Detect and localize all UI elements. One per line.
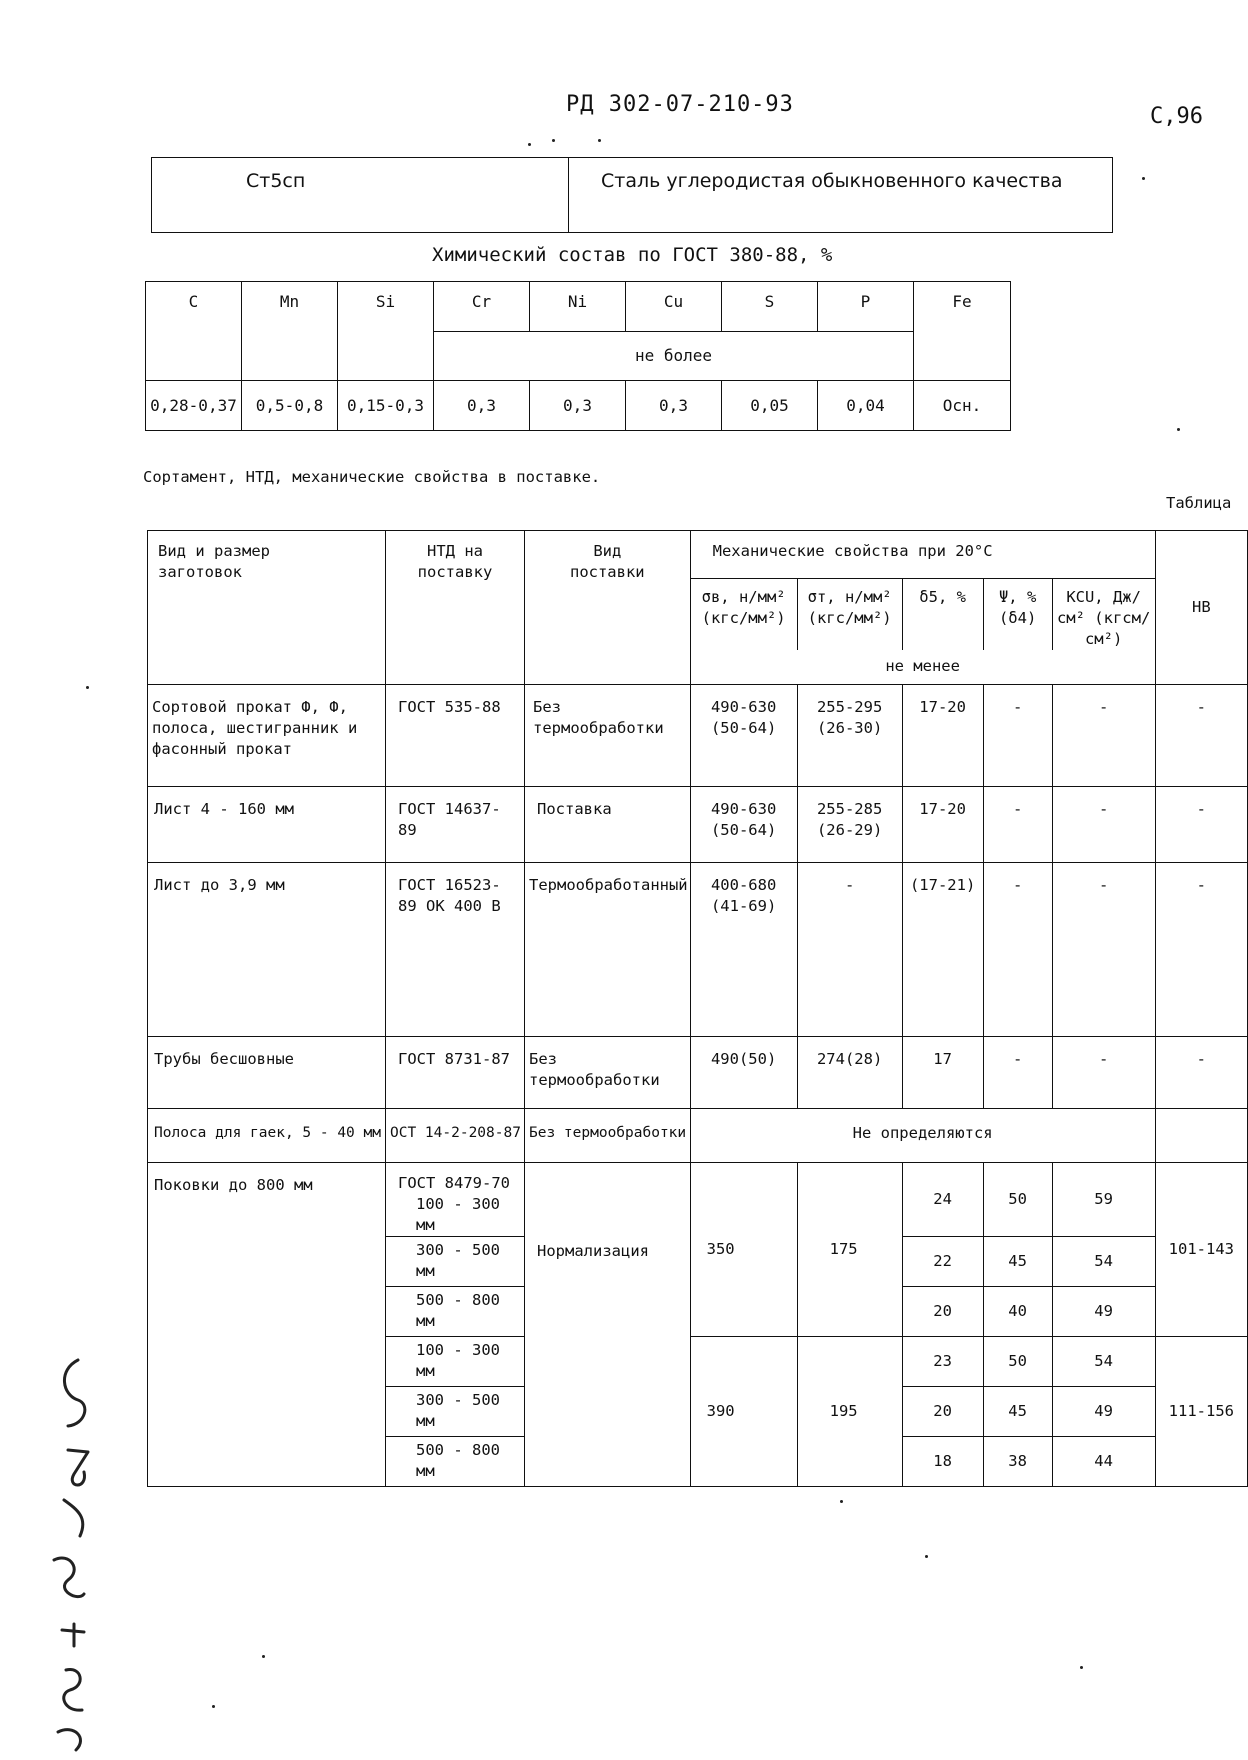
scan-speck (86, 686, 89, 689)
chem-val-si: 0,15-0,3 (338, 380, 434, 430)
row1-ntd: ГОСТ 535-88 (386, 684, 525, 786)
row1-kind: Сортовой прокат Ф, Ф, полоса, шестигранник и фасонный прокат (148, 684, 386, 786)
grade-name: Сталь углеродистая обыкновенного качества (569, 158, 1113, 233)
row2-ntd: ГОСТ 14637-89 (386, 786, 525, 862)
forgings-d5-a1: 24 (902, 1162, 983, 1236)
forgings-kind: Поковки до 800 мм (148, 1162, 386, 1486)
row1-psi: - (983, 684, 1052, 786)
chem-val-cu: 0,3 (626, 380, 722, 430)
forgings-delivery-cell (525, 1162, 691, 1486)
head-hb: НВ (1155, 531, 1247, 685)
row2-kcu: - (1052, 786, 1155, 862)
forgings-hb-1: 101-143 (1155, 1162, 1247, 1336)
row4-delivery: Без термообработки (525, 1036, 691, 1108)
page-number: С,96 (1150, 104, 1203, 129)
row2-delivery: Поставка (525, 786, 691, 862)
forgings-kcu-b3: 44 (1052, 1436, 1155, 1486)
head-kind: Вид и размер заготовок (148, 531, 386, 685)
forgings-kcu-b2: 49 (1052, 1386, 1155, 1436)
forgings-psi-b2: 45 (983, 1386, 1052, 1436)
row4-hb: - (1155, 1036, 1247, 1108)
chem-val-c: 0,28-0,37 (146, 380, 242, 430)
forgings-psi-a1: 50 (983, 1162, 1052, 1236)
head-delta5: δ5, % (902, 579, 983, 651)
row2-kind: Лист 4 - 160 мм (148, 786, 386, 862)
row4-ntd: ГОСТ 8731-87 (386, 1036, 525, 1108)
row4-kcu: - (1052, 1036, 1155, 1108)
row2-st: 255-285 (26-29) (797, 786, 902, 862)
forgings-kcu-a1: 59 (1052, 1162, 1155, 1236)
document-code: РД 302-07-210-93 (566, 92, 794, 117)
scan-speck (528, 143, 531, 146)
row2-psi: - (983, 786, 1052, 862)
row2-sb: 490-630 (50-64) (690, 786, 797, 862)
head-psi: Ψ, % (δ4) (983, 579, 1052, 651)
row3-psi: - (983, 862, 1052, 1036)
chem-val-fe: Осн. (914, 380, 1011, 430)
chem-table (145, 281, 1011, 431)
head-sigma-b: σв, н/мм² (кгс/мм²) (690, 579, 797, 651)
row4-psi: - (983, 1036, 1052, 1108)
forgings-ntd: ГОСТ 8479-70 (398, 1173, 510, 1192)
strip-delivery: Без термообработки (525, 1108, 691, 1162)
forgings-d5-a3: 20 (902, 1286, 983, 1336)
forgings-psi-b1: 50 (983, 1336, 1052, 1386)
row3-d5: (17-21) (902, 862, 983, 1036)
chem-head-ni: Ni (530, 282, 626, 332)
forgings-size-b1: 100 - 300 мм (386, 1336, 525, 1386)
row3-hb: - (1155, 862, 1247, 1036)
row3-sb: 400-680 (41-69) (690, 862, 797, 1036)
scan-speck (925, 1555, 928, 1558)
chem-val-mn: 0,5-0,8 (242, 380, 338, 430)
forgings-size-a1: 100 - 300 мм (416, 1194, 500, 1234)
row3-kind: Лист до 3,9 мм (148, 862, 386, 1036)
scan-speck (840, 1500, 843, 1503)
forgings-size-a3: 500 - 800 мм (386, 1286, 525, 1336)
forgings-kcu-a2: 54 (1052, 1236, 1155, 1286)
row4-kind: Трубы бесшовные (148, 1036, 386, 1108)
forgings-d5-b1: 23 (902, 1336, 983, 1386)
table-label: Таблица (1166, 494, 1232, 512)
row4-sb: 490(50) (690, 1036, 797, 1108)
chem-title: Химический состав по ГОСТ 380-88, % (432, 244, 833, 266)
forgings-sb-2: 390 (690, 1336, 797, 1486)
chem-head-c: C (146, 282, 242, 381)
forgings-psi-a3: 40 (983, 1286, 1052, 1336)
scan-speck (552, 139, 555, 142)
head-mech: Механические свойства при 20°С (690, 531, 1155, 579)
forgings-sb-1: 350 (690, 1162, 797, 1336)
row4-d5: 17 (902, 1036, 983, 1108)
head-kcu: КСU, Дж/см² (кгсм/см²) (1052, 579, 1155, 651)
row2-hb: - (1155, 786, 1247, 862)
head-delivery: Вид поставки (525, 531, 691, 685)
row3-st: - (797, 862, 902, 1036)
forgings-psi-a2: 45 (983, 1236, 1052, 1286)
grade-box (151, 157, 1113, 233)
chem-head-fe: Fe (914, 282, 1011, 381)
row1-delivery: Без термообработки (525, 684, 691, 786)
row3-ntd: ГОСТ 16523-89 ОК 400 В (386, 862, 525, 1036)
row4-st: 274(28) (797, 1036, 902, 1108)
forgings-kcu-b1: 54 (1052, 1336, 1155, 1386)
strip-kind: Полоса для гаек, 5 - 40 мм (148, 1108, 386, 1162)
head-sigma-t: σт, н/мм² (кгс/мм²) (797, 579, 902, 651)
strip-ntd: ОСТ 14-2-208-87 (386, 1108, 525, 1162)
forgings-psi-b3: 38 (983, 1436, 1052, 1486)
forgings-ntd-size1 (386, 1162, 525, 1236)
grade-code: Ст5сп (152, 158, 569, 233)
chem-limit-note: не более (434, 332, 914, 380)
chem-head-mn: Mn (242, 282, 338, 381)
row1-st: 255-295 (26-30) (797, 684, 902, 786)
forgings-st-1: 175 (797, 1162, 902, 1336)
chem-head-cu: Cu (626, 282, 722, 332)
head-ntd: НТД на поставку (386, 531, 525, 685)
scan-speck (598, 139, 601, 142)
forgings-kcu-a3: 49 (1052, 1286, 1155, 1336)
row1-d5: 17-20 (902, 684, 983, 786)
chem-val-p: 0,04 (818, 380, 914, 430)
forgings-hb-2: 111-156 (1155, 1336, 1247, 1486)
head-min-note: не менее (690, 650, 1155, 684)
row2-d5: 17-20 (902, 786, 983, 862)
forgings-size-a2: 300 - 500 мм (386, 1236, 525, 1286)
forgings-d5-a2: 22 (902, 1236, 983, 1286)
forgings-size-b3: 500 - 800 мм (386, 1436, 525, 1486)
scan-speck (212, 1705, 215, 1708)
row1-sb: 490-630 (50-64) (690, 684, 797, 786)
strip-note: Не определяются (690, 1108, 1155, 1162)
forgings-d5-b3: 18 (902, 1436, 983, 1486)
forgings-d5-b2: 20 (902, 1386, 983, 1436)
chem-head-s: S (722, 282, 818, 332)
row3-delivery: Термообработанный (525, 862, 691, 1036)
forgings-st-2: 195 (797, 1336, 902, 1486)
scan-speck (1080, 1666, 1083, 1669)
forgings-size-b2: 300 - 500 мм (386, 1386, 525, 1436)
chem-val-ni: 0,3 (530, 380, 626, 430)
chem-head-cr: Cr (434, 282, 530, 332)
row1-kcu: - (1052, 684, 1155, 786)
assortment-table (147, 530, 1248, 1487)
row1-hb: - (1155, 684, 1247, 786)
assortment-caption: Сортамент, НТД, механические свойства в поставке. (143, 468, 601, 486)
chem-val-cr: 0,3 (434, 380, 530, 430)
forgings-delivery: Нормализация (537, 1241, 649, 1260)
handwritten-margin-note (18, 1340, 108, 1760)
scan-speck (1177, 428, 1180, 431)
scan-speck (1142, 177, 1145, 180)
strip-hb (1155, 1108, 1247, 1162)
chem-head-p: P (818, 282, 914, 332)
scan-speck (262, 1655, 265, 1658)
chem-head-si: Si (338, 282, 434, 381)
chem-val-s: 0,05 (722, 380, 818, 430)
row3-kcu: - (1052, 862, 1155, 1036)
